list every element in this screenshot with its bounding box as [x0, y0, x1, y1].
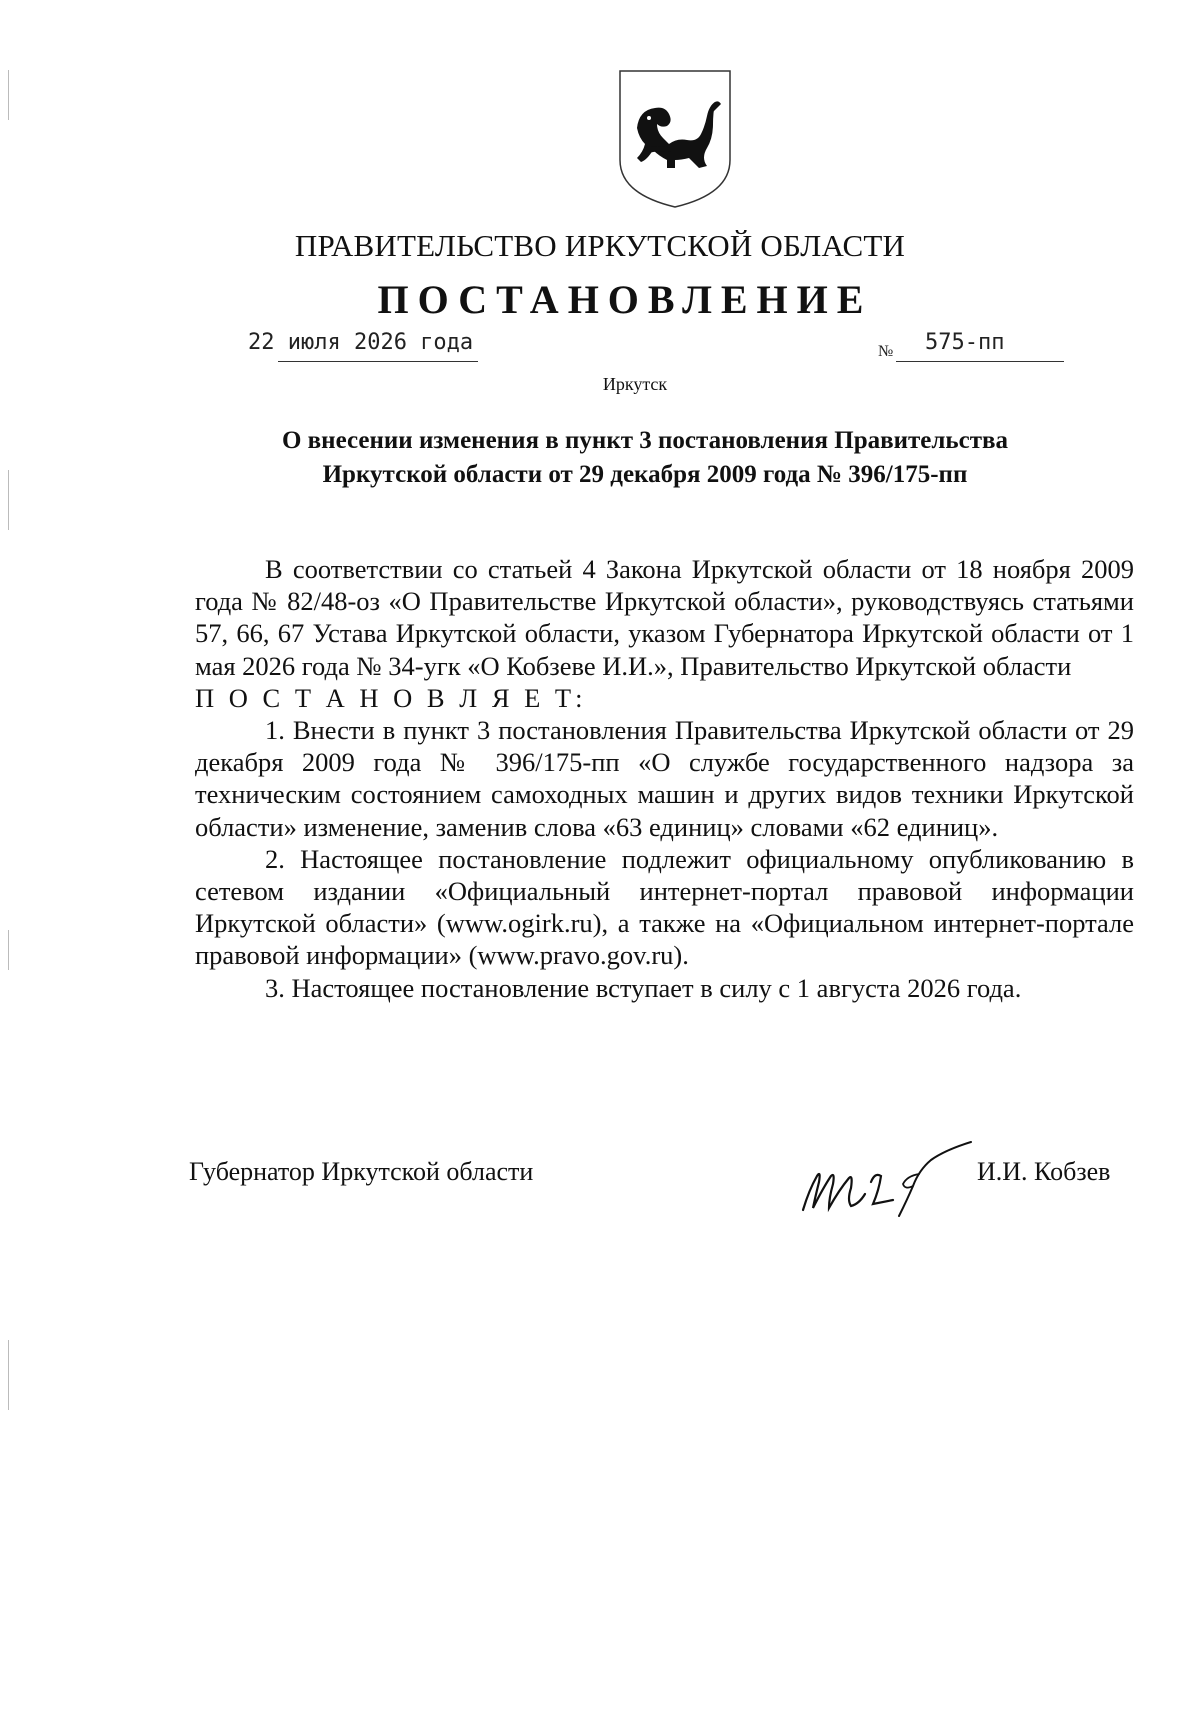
document-title-line: О внесении изменения в пункт 3 постановления Правительства [281, 427, 1008, 454]
city: Иркутск [602, 374, 668, 394]
clause-paragraph: 1. Внести в пункт 3 постановления Правительства Иркутской области от 29 декабря 2009 года № 396/175-пп «О службе государственного надзора за техническим состоянием самоходных машин и других видов техники Иркутской области» изменение, заменив слова «63 единиц» словами «62 единиц». [195, 715, 1134, 842]
document-date: 22 июля 2026 года [248, 330, 474, 355]
signer-position: Губернатор Иркутской области [189, 1157, 534, 1186]
scan-artifact [8, 470, 9, 530]
organization-name: ПРАВИТЕЛЬСТВО ИРКУТСКОЙ ОБЛАСТИ [294, 228, 906, 263]
document-body [195, 553, 1134, 1004]
irkutsk-coat-of-arms-icon [617, 68, 733, 210]
clause-paragraph: 2. Настоящее постановление подлежит официальному опубликованию в сетевом издании «Официальный интернет-портал правовой информации Иркутской области» (www.ogirk.ru), а также на «Официальном интернет-портале правовой информации» (www.pravo.gov.ru). [195, 843, 1134, 971]
document-title [195, 424, 1095, 492]
document-type: ПОСТАНОВЛЕНИЕ [377, 277, 873, 322]
decree-word: П О С Т А Н О В Л Я Е Т: [195, 682, 587, 713]
number-sign: № [878, 343, 894, 360]
number-underline [896, 361, 1064, 362]
scan-artifact [8, 70, 9, 120]
preamble-paragraph: В соответствии со статьей 4 Закона Иркутской области от 18 ноября 2009 года № 82/48-оз «О Правительстве Иркутской области», руководствуясь статьями 57, 66, 67 Устава Иркутской области, указом Губернатора Иркутской области от 1 мая 2026 года № 34-угк «О Кобзеве И.И.», Правительство Иркутской области [195, 554, 1134, 681]
document-number: 575-пп [925, 330, 1005, 355]
document-title-line: Иркутской области от 29 декабря 2009 года № 396/175-пп [322, 461, 968, 488]
scan-artifact [8, 930, 9, 970]
signer-name: И.И. Кобзев [977, 1157, 1111, 1186]
clause-paragraph: 3. Настоящее постановление вступает в силу с 1 августа 2026 года. [265, 972, 1022, 1003]
handwritten-signature [795, 1130, 975, 1230]
date-underline [278, 361, 478, 362]
scan-artifact [8, 1340, 9, 1410]
